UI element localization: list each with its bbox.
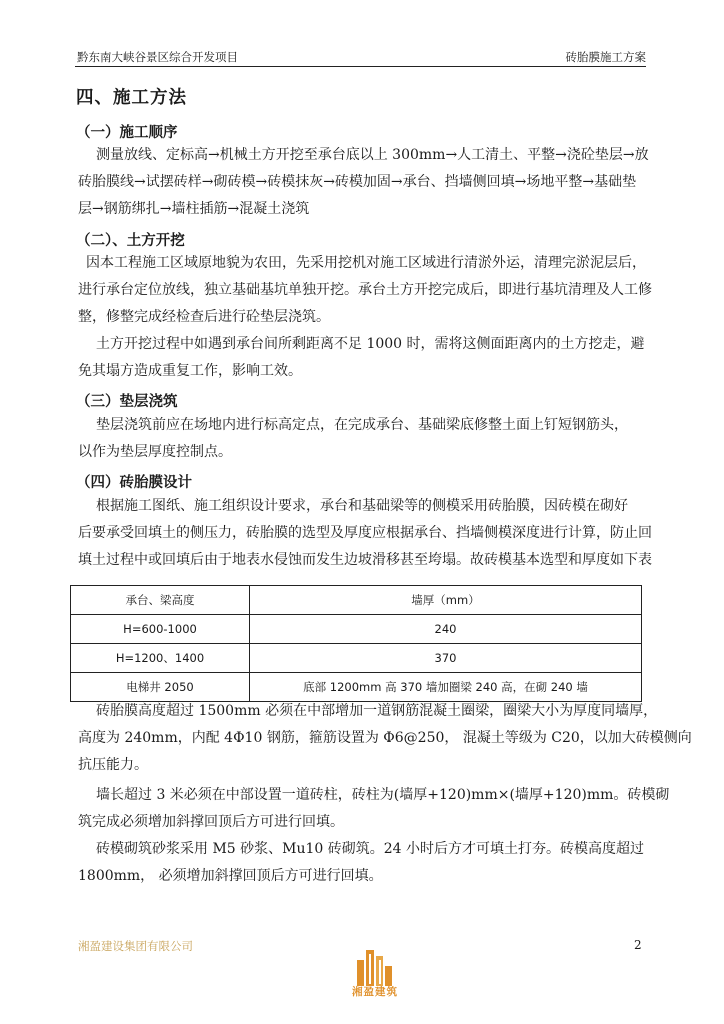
text-line: 填土过程中或回填后由于地表水侵蚀而发生边坡滑移甚至垮塌。故砖模基本选型和厚度如下表 — [78, 552, 652, 568]
footer-company: 湘盈建设集团有限公司 — [78, 939, 193, 953]
paragraph-brick-mold — [78, 493, 652, 574]
subsection-title-excavation: （二）、土方开挖 — [76, 232, 185, 249]
subsection-title-brick-mold: （四）砖胎膜设计 — [76, 474, 192, 491]
text-line: 层→钢筋绑扎→墙柱插筋→混凝土浇筑 — [78, 201, 310, 217]
table-header-row — [71, 586, 642, 615]
text-line: 砖胎膜线→试摆砖样→砌砖模→砖模抹灰→砖模加固→承台、挡墙侧回填→场地平整→基础垫 — [78, 174, 637, 190]
text-line: 砖胎膜高度超过 1500mm 必须在中部增加一道钢筋混凝土圈梁，圈梁大小为厚度同墙厚， — [96, 703, 658, 719]
table-row — [71, 644, 642, 673]
text-line: 1800mm， 必须增加斜撑回顶后方可进行回填。 — [78, 868, 383, 884]
page-number: 2 — [634, 938, 642, 952]
section-title: 四、施工方法 — [76, 88, 187, 108]
text-line: 免其塌方造成重复工作，影响工效。 — [78, 363, 302, 379]
paragraph-sequence — [78, 142, 649, 223]
header-project-name: 黔东南大峡谷景区综合开发项目 — [77, 50, 238, 64]
table-row — [71, 615, 642, 644]
table-cell: H=600-1000 — [71, 615, 250, 644]
text-line: 抗压能力。 — [78, 757, 148, 773]
text-line: 后要承受回填土的侧压力，砖胎膜的选型及厚度应根据承台、挡墙侧模深度进行计算，防止回 — [78, 525, 652, 541]
table-cell: 240 — [250, 615, 642, 644]
subsection-title-sequence: （一）施工顺序 — [76, 124, 178, 141]
table-cell: 底部 1200mm 高 370 墙加圈梁 240 高，在砌 240 墙 — [250, 673, 642, 702]
text-line: 因本工程施工区域原地貌为农田，先采用挖机对施工区域进行清淤外运，清理完淤泥层后， — [86, 255, 646, 271]
wall-thickness-table — [70, 585, 642, 702]
text-line: 垫层浇筑前应在场地内进行标高定点，在完成承台、基础梁底修整土面上钉短钢筋头， — [96, 417, 628, 433]
text-line: 整，修整完成经检查后进行砼垫层浇筑。 — [78, 309, 330, 325]
text-line: 筑完成必须增加斜撑回顶后方可进行回填。 — [78, 814, 344, 830]
table-header-cell: 承台、梁高度 — [71, 586, 250, 615]
text-line: 根据施工图纸、施工组织设计要求，承台和基础梁等的侧模采用砖胎膜，因砖模在砌好 — [96, 498, 628, 514]
header-divider — [75, 66, 646, 67]
page-header — [75, 47, 646, 67]
table-cell: 370 — [250, 644, 642, 673]
header-doc-title: 砖胎膜施工方案 — [565, 50, 646, 64]
table-header-cell: 墙厚（mm） — [250, 586, 642, 615]
paragraph-excavation-1 — [78, 250, 652, 331]
text-line: 砖模砌筑砂浆采用 M5 砂浆、Mu10 砖砌筑。24 小时后方才可填土打夯。砖模高度超过 — [96, 841, 645, 857]
subsection-title-cushion: （三）垫层浇筑 — [76, 393, 178, 410]
logo-text: 湘盈建筑 — [352, 986, 398, 998]
text-line: 高度为 240mm，内配 4Φ10 钢筋，箍筋设置为 Φ6@250， 混凝土等级为 C20，以加大砖模侧向 — [78, 730, 692, 746]
table-cell: H=1200、1400 — [71, 644, 250, 673]
text-line: 墙长超过 3 米必须在中部设置一道砖柱，砖柱为(墙厚+120)mm×(墙厚+120)mm。砖模砌 — [96, 787, 670, 803]
text-line: 以作为垫层厚度控制点。 — [78, 444, 232, 460]
text-line: 测量放线、定标高→机械土方开挖至承台底以上 300mm→人工清土、平整→浇砼垫层→放 — [96, 147, 649, 163]
paragraph-ring-beam — [78, 698, 692, 779]
paragraph-brick-column — [78, 782, 670, 836]
paragraph-mortar — [78, 836, 646, 890]
table-cell: 电梯井 2050 — [71, 673, 250, 702]
paragraph-cushion — [78, 412, 646, 466]
paragraph-excavation-2 — [78, 331, 646, 385]
text-line: 土方开挖过程中如遇到承台间所剩距离不足 1000 时，需将这侧面距离内的土方挖走，避 — [96, 336, 645, 352]
text-line: 进行承台定位放线，独立基础基坑单独开挖。承台土方开挖完成后，即进行基坑清理及人工修 — [78, 282, 652, 298]
